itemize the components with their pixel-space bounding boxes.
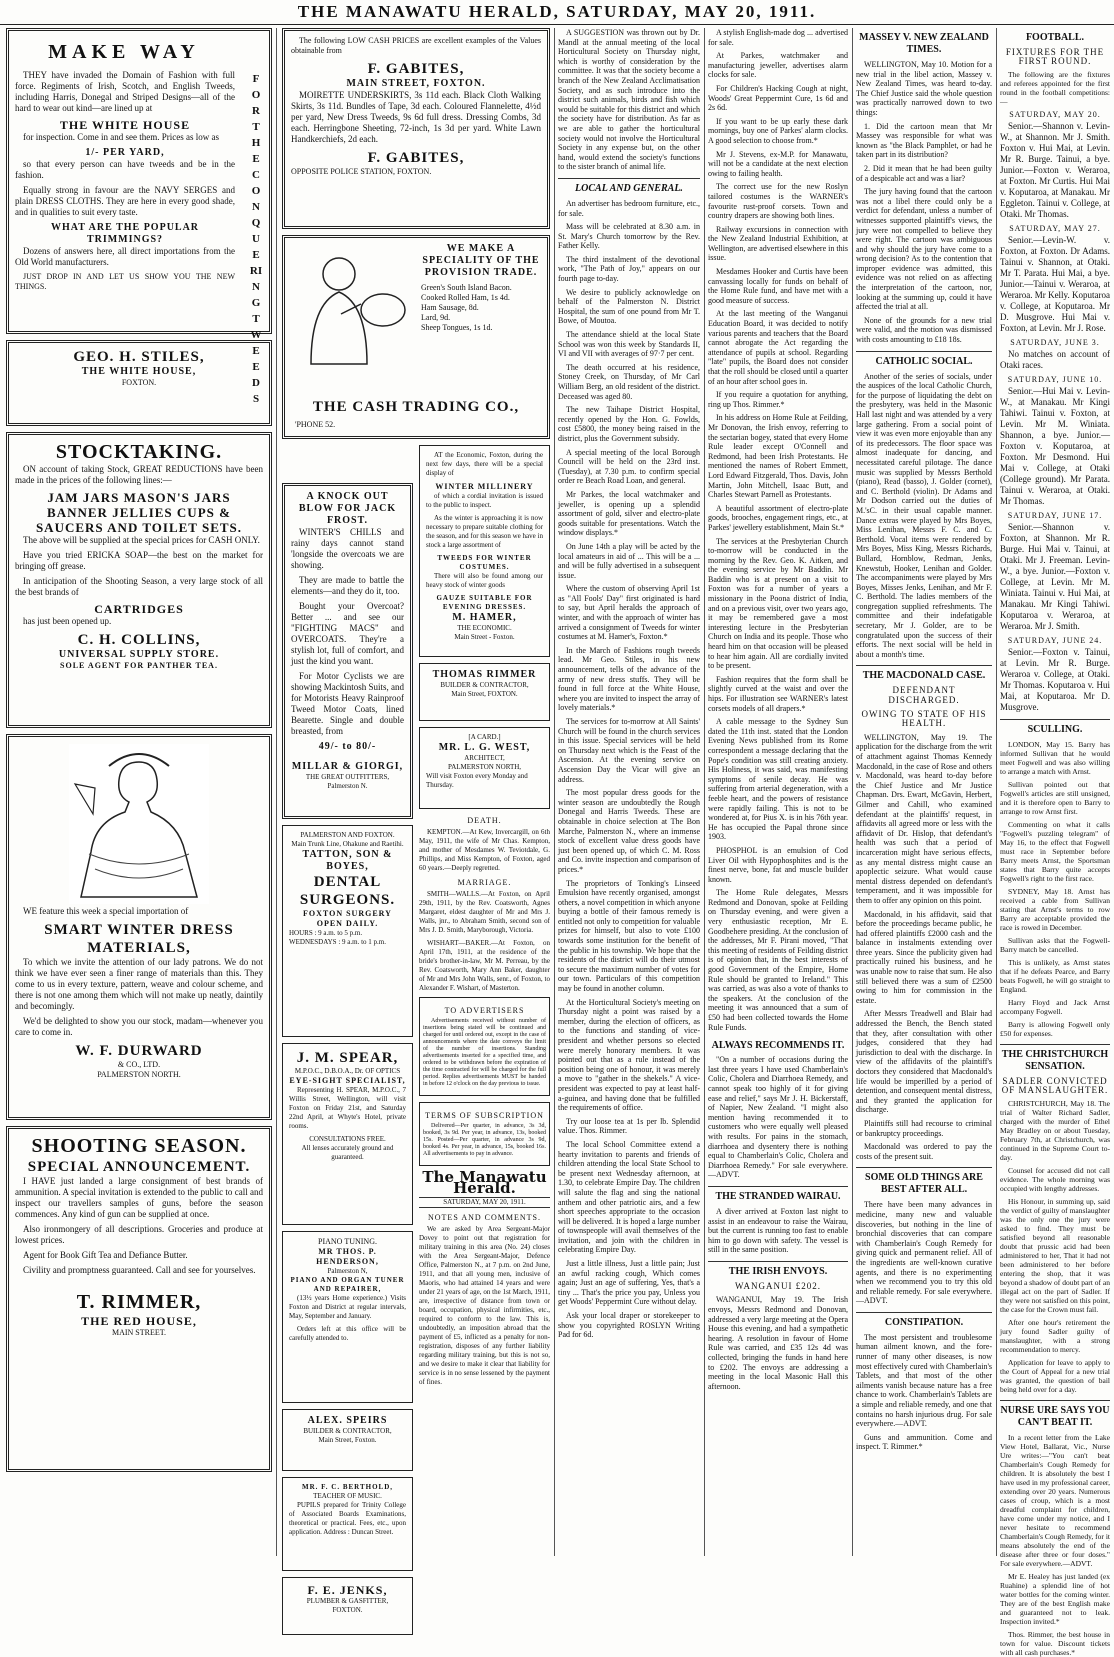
fixture-date: SATURDAY, JUNE 3. [1010, 338, 1100, 347]
fixture-text: Senior.—Hui Mai v. Levin-W., at Manakau. Mr Kingi Tahiwi. Tainui v. Foxton, at Levin. Mr M. Winiata. Shannon, a bye. Junior.—Foxton v. Koputaroa, at Foxton. Mr Desmond. Hui Mai v. College, at Otaki (College ground). Mr Parata. Tainui v. Weraroa, at Otaki. Mr Thomas. [1000, 386, 1110, 506]
article-paragraph: Ask your local draper or storekeeper to show you copyrighted ROSLYN Writing Pad for 6d. [558, 1311, 700, 1340]
column-3 [558, 28, 700, 1556]
stock-items: JAM JARS MASON'S JARS BANNER JELLIES CUPS & SAUCERS AND TOILET SETS. [35, 490, 243, 535]
consultation: CONSULTATIONS FREE. [309, 1135, 386, 1143]
ad-text: WE feature this week a special importation of [23, 906, 189, 916]
article-paragraph: The local School Committee extend a hearty invitation to parents and friends of children attending the local State School to be present next Wednesday afternoon, at 1.30, to celebrate Empire Day. The children will salute the flag and sing the national anthem and other patriotic airs, and a few short speeches appropriate to the occasion will be delivered. It is hoped a large number of townspeople will avail themselves of the invitation, and join with the children in celebrating Empire Day. [558, 1139, 700, 1255]
hours: WEDNESDAYS : 9 a.m. to 1 p.m. [289, 938, 386, 946]
ad-text: The above will be supplied at the special prices for CASH ONLY. [23, 535, 260, 545]
ad-text: so that every person can have tweeds and be in the fashion. [15, 159, 235, 180]
cartridges: CARTRIDGES [94, 602, 184, 616]
ad-jack-frost [282, 483, 413, 819]
subcolumn-right [419, 445, 550, 1641]
store-name: UNIVERSAL SUPPLY STORE. [58, 649, 220, 660]
article-paragraph: The attendance shield at the local State School was won this week by Standards II, VI and VII with averages of 97·7 per cent. [558, 330, 700, 359]
article-paragraph: Sullivan pointed out that Fogwell's articles are still unsigned, and it is therefore open to Barry to arrange to row Arnst first. [1000, 780, 1110, 816]
column-6 [1000, 28, 1110, 1657]
section-heading: CONSTIPATION. [856, 1312, 992, 1329]
section-heading: TO ADVERTISERS [444, 1006, 525, 1015]
article-paragraph: A diver arrived at Foxton last night to assist in an endeavour to raise the Wairau, but the current is running too fast to enable him to go down with safety. The vessel is still in the same position. [708, 1206, 848, 1255]
town: Palmerston N. [327, 782, 368, 790]
advertiser-name: MR. L. G. WEST, [438, 742, 531, 753]
section-heading: TERMS OF SUBSCRIPTION [425, 1111, 544, 1120]
advertiser-name: THE CASH TRADING CO., [312, 399, 520, 415]
shop-name: THE WHITE HOUSE [59, 118, 191, 132]
article-paragraph: Mr E. Healey has just landed (ex Ruahine) a splendid line of hot water bottles for the coming winter. They are of the best English make and guaranteed not to leak. Inspection invited.* [1000, 1572, 1110, 1626]
masthead: THE MANAWATU HERALD, SATURDAY, MAY 20, 1911. [0, 0, 1114, 25]
company: & CO., LTD. [117, 1060, 161, 1069]
article-paragraph: In the March of Fashions rough tweeds lead. Mr Geo. Stiles, in his new announcement, tells of the advance of the army of new dress stuffs. They will be found in full force at the White House, where you are invited to inspect the array of lovely materials.* [558, 645, 700, 713]
column-5 [856, 28, 992, 1556]
street: MAIN STREET. [111, 1328, 167, 1337]
advertisers-notice [419, 997, 550, 1096]
article-paragraph: A cable message to the Sydney Sun dated the 11th inst. stated that the London Evening News published from its Rome correspondent a message declaring that the Pope's condition was still creating anxiety. His Holiness, it was said, was manifesting symptoms of senile decay. He was suffering from arterial degeneration, with a feeble heart, and the powers of resistance were rapidly failing. This is not to be wondered at, for Pius X. is in his 76th year. He has occupied the Papal throne since 1903. [708, 717, 848, 842]
section-subheading: FIXTURES FOR THE FIRST ROUND. [1005, 47, 1105, 66]
trade: BUILDER & CONTRACTOR, [303, 1427, 392, 1435]
list-item: Cooked Rolled Ham, 1s 4d. [421, 293, 510, 302]
ad-text: Have you tried ERICKA SOAP—the best on the market for bringing off grease. [15, 550, 263, 571]
section-heading: THE STRANDED WAIRAU. [708, 1186, 848, 1203]
tweeds-line: TWEEDS FOR WINTER COSTUMES. [437, 554, 532, 571]
ad-text: has just been opened up. [23, 616, 112, 626]
fixture-date: SATURDAY, JUNE 24. [1007, 636, 1103, 645]
advertiser-name: T. RIMMER, [76, 1291, 202, 1313]
fixture-date: SATURDAY, MAY 20. [1009, 110, 1101, 119]
ad-text: We'd be delighted to show you our stock, madam—whenever you care to come in. [15, 1016, 263, 1037]
qualifications: M.P.O.C., D.B.O.A., Dr. OF OPTICS [294, 1067, 401, 1075]
article-paragraph: Sullivan asks that the Fogwell-Barry match be cancelled. [1000, 936, 1110, 954]
ad-text: of which a cordial invitation is issued to the public to inspect. [426, 492, 543, 509]
ad-stiles [6, 340, 272, 426]
ad-text: There will also be found among our heavy stock of winter goods [426, 572, 543, 589]
list-item: Sheep Tongues, 1s 1d. [421, 323, 493, 332]
fixture-date: SATURDAY, JUNE 10. [1007, 375, 1103, 384]
ad-subtitle: SPECIAL ANNOUNCEMENT. [27, 1159, 251, 1175]
section-heading: NOTES AND COMMENTS. [427, 1213, 541, 1222]
shop-name: THE ECONOMIC. [457, 624, 512, 632]
section-heading: DEATH. [467, 816, 502, 825]
card-label: [A CARD.] [468, 733, 501, 741]
ad-thomas-rimmer [419, 663, 550, 721]
advertiser-name: MILLAR & GIORGI, [291, 761, 404, 772]
article-paragraph: Railway excursions in connection with the New Zealand Industrial Exhibition, at Wellington, are advertised elsewhere in this issue. [708, 224, 848, 263]
address: Main Street, Foxton. [318, 1436, 377, 1444]
notice-text: KEMPTON.—At Kew, Invercargill, on 6th May, 1911, the wife of Mr Chas. Kempton, and mother of Mesdames W. Teviotdale, G. Phillips, and Miss Kempton, of Foxton, aged 60 years.—Deeply regretted. [419, 828, 550, 872]
shop-name: THE WHITE HOUSE, [81, 366, 197, 377]
article-paragraph: Macdonald was ordered to pay the costs of the present suit. [856, 1142, 992, 1161]
article-paragraph: The services for to-morrow at All Saints' Church will be found in the church services in this issue. Special services will be held on Thursday next which is the Feast of the Ascension. At the evening service on Ascension Day the Vicar will give an address. [558, 717, 700, 784]
open-line: FOXTON SURGERY OPEN DAILY. [303, 909, 392, 928]
section-heading: MASSEY V. NEW ZEALAND TIMES. [859, 32, 989, 55]
notice-text: Delivered—Per quarter, in advance, 3s 3d, booked, 3s 9d. Per year, in advance, 13s, booked 15s. Posted—Per quarter, in advance 3s 9d, booked 4s. Per year, in advance, 15s, booked 16s. All advertisements to pay in advance. [423, 1123, 546, 1157]
article-paragraph: Counsel for accused did not call evidence. The whole morning was occupied with lengthy addresses. [1000, 1166, 1110, 1193]
article-paragraph: A beautiful assortment of electro-plate goods, brooches, engagement rings, etc., at Parkes' jewellery establishment, Main St.* [708, 503, 848, 532]
section-heading: THE MACDONALD CASE. [856, 665, 992, 682]
ad-text: ON account of taking Stock, GREAT REDUCTIONS have been made in the prices of the following lines:— [15, 464, 263, 485]
ad-west [419, 727, 550, 809]
advertiser-name: MR. F. C. BERTHOLD, [301, 1483, 394, 1491]
ad-dental [282, 825, 413, 1037]
ad-jenks [282, 1577, 413, 1635]
article-paragraph: WELLINGTON, May 19. The application for the discharge from the writ of attachment against Thomas Kennedy Macdonald, in the case of Rose and others v. Macdonald, was heard to-day before the Chief Justice and Mr Justice Chapman. Drs. Ewart, McGavin, Herbert, Gilmer and Cahill, who examined defendant at the plaintiffs' request, in affidavits all agreed more or less with the affidavit of Dr. Hislop, that defendant's health was such that a period of incarceration might have serious effects, as any mental distress might cause an apoplectic seizure. What would cause mental distress depended on defendant's temperament, and it was impossible for them to offer any opinion on this point. [856, 732, 992, 905]
column-1 [6, 28, 272, 1556]
ad-title: STOCKTAKING. [55, 441, 223, 463]
section-subheading: OWING TO STATE OF HIS HEALTH. [861, 708, 987, 729]
ad-text: Will visit Foxton every Monday and Thursday. [426, 772, 528, 789]
trade: ARCHITECT, [464, 754, 505, 762]
ad-text: Representing H. SPEAR, M.P.O.C., 7 Willis Street, Wellington, will visit Foxton on Friday 21st, and Saturday 22nd April, at Whyte's Hotel, private rooms. [289, 1086, 406, 1130]
article-paragraph: WANGANUI, May 19. The Irish envoys, Messrs Redmond and Donovan, addressed a very large meeting at the Opera House this evening, and had a sympathetic hearing. A resolution in favour of Home Rule was carried, and £35 12s 4d was collected, bringing the funds in hand here to £202. The envoys are addressing a meeting in the local Masonic Hall this afternoon. [708, 1295, 849, 1391]
ad-text: WINTER'S CHILLS and rainy days cannot stand 'longside the overcoats we are showing. [291, 527, 404, 570]
ad-text: The following LOW CASH PRICES are excellent examples of the Values obtainable from [291, 36, 541, 55]
notice-text: WISHART—BAKER.—At Foxton, on April 17th, 1911, at the residence of the bride's brother-in-law, Mr M. Perreau, by the Rev. Coatsworth, Mary Ann Baker, daughter of Mr and Mrs John Walls, senr., of Foxton, to Alexander F. Wishart, of Masterton. [419, 939, 550, 992]
article-paragraph: After one hour's retirement the jury found Sadler guilty of manslaughter, with a strong recommendation to mercy. [1000, 1318, 1110, 1354]
ad-text: Also ironmongery of all descriptions. Groceries and produce at lowest prices. [15, 1224, 263, 1245]
item-list [421, 283, 541, 333]
article-paragraph: The following are the fixtures and referees appointed for the first round in the football competitions:— [1000, 70, 1110, 106]
town: PALMERSTON NORTH. [97, 1070, 181, 1079]
section-heading: MARRIAGE. [457, 878, 512, 887]
ad-text: JUST DROP IN AND LET US SHOW YOU THE NEW THINGS. [15, 272, 235, 291]
article-paragraph: This is unlikely, as Arnst states that if he defeats Pearce, and Barry beats Fogwell, he will go straight to England. [1000, 958, 1110, 994]
ad-title: WINTER MILLINERY [435, 482, 534, 491]
vertical-slogan: FOR THE CONQUERING TWEEDS [249, 73, 263, 405]
section-heading: SCULLING. [1000, 719, 1110, 736]
article-paragraph: There have been many advances in medicine, many new and valuable discoveries, but nothing in the line of bronchial discoveries that can compare with Chamberlain's Cough Remedy for giving quick and permanent relief. All of the ingredients are well-known curative agents, and there is no experimenting when we recommend you to try this old and reliable remedy. For sale everywhere.—ADVT. [856, 1200, 992, 1306]
notice-text: Advertisements received without number of insertions being stated will be continued and charged for until ordered out, except in the case of announcements where the date conveys the limit of the number of insertions. Standing advertisements inserted for a specified time, and ordered to be withdrawn before the expiration of the time contracted for will be charged for the full period. Replies advertisements MUST be handed in before 12 o'clock on the day previous to issue. [423, 1018, 546, 1087]
ad-speirs [282, 1409, 413, 1471]
ad-text: I HAVE just landed a large consignment of best brands of ammunition. A special invitation is extended to the public to call and inspect our travellers samples of guns, before the season commences. Any kind of gun can be supplied at once. [15, 1176, 263, 1219]
ad-title: MAKE WAY [48, 41, 200, 63]
ad-text: They are made to battle the elements—and they do it, too. [291, 575, 404, 596]
address: Main Street, FOXTON. [451, 690, 518, 698]
article-paragraph: An advertiser has bedroom furniture, etc., for sale. [558, 198, 700, 218]
article-paragraph: The proprietors of Tonking's Linseed Emulsion have recently organised, amongst others, a novel competition in which anyone buying a bottle of their famous remedy is entitled not only to competition for valuable prizes for himself, but also to vote £100 towards some institution for the benefit of the public in his township. We hope that the residents of the district will do their utmost to secure the maximum number of votes for our town. Particulars of this competition may be found in another column. [558, 878, 700, 994]
ad-text: To which we invite the attention of our lady patrons. We do not think we have ever seen a finer range of materials than this. They come to us in every texture, pattern, weave and colour scheme, and there is not one among them which will not make up neatly, daintily and becomingly. [15, 957, 263, 1011]
article-paragraph: 2. Did it mean that he had been guilty of a despicable act and was a liar? [856, 163, 992, 183]
fixture-text: No matches on account of Otaki races. [1000, 349, 1110, 370]
article-paragraph: Just a little illness, Just a little pain; Just an awful racking cough, Which comes again; Just an age of suffering, Yes, that's a tiny ... That's the price you pay, Unless you get Woods' Peppermint Cure without delay. [558, 1259, 700, 1307]
ad-title: EYE-SIGHT SPECIALIST, [289, 1076, 406, 1085]
article-paragraph: We desire to publicly acknowledge on behalf of the Palmerston N. District Hospital, the sum of one pound from Mr T. Bowe, of Moutoa. [558, 287, 700, 326]
article-paragraph: None of the grounds for a new trial were valid, and the motion was dismissed with costs amounting to £18 18s. [856, 315, 992, 345]
article-paragraph: A special meeting of the local Borough Council will be held on the 23rd inst. (Tuesday), at 7.30 p.m. to confirm special order re Beach Road Loan, and general. [558, 447, 700, 486]
address: MAIN STREET, FOXTON. [346, 78, 486, 89]
phone: 'PHONE 52. [295, 420, 336, 429]
section-heading: LOCAL AND GENERAL. [558, 178, 700, 195]
ad-text: As the winter is approaching it is now necessary to prepare suitable clothing for the season, and for this season we have in stock a large assortment of [426, 514, 543, 549]
ad-text: In anticipation of the Shooting Season, a very large stock of all the best brands of [15, 576, 263, 597]
fixture-text: Senior.—Shannon v. Foxton, at Shannon. Mr R. Burge. Hui Mai v. Tainui, at Otaki. Mr J. Freeman. Levin-W., a bye. Junior.—Foxton v. College, at Levin. Mr M. Winiata. Tainui v. Hui Mai, at Manakau. Mr Kingi Tahiwi. Koputaroa v. Weraroa, at Weraroa. Mr J. Smith. [1000, 522, 1110, 631]
address: Main Street - Foxton. [454, 633, 515, 641]
article-paragraph: Application for leave to apply to the Court of Appeal for a new trial was granted, the question of bail being held over for a day. [1000, 1358, 1110, 1394]
section-heading: THE CHRISTCHURCH SENSATION. [1000, 1044, 1110, 1073]
article-paragraph: His Honour, in summing up, said the verdict of guilty of manslaughter was the only one the jury were asked to find. They must be satisfied beyond all reasonable doubt that prussic acid had been administered to her, That it had not been administered to her before entering the shop, that it was beyond a shadow of doubt part of an illegal act on the part of Sadler. If they were not satisfied on this point, the case for the Crown must fail. [1000, 1197, 1110, 1314]
article-paragraph: A SUGGESTION was thrown out by Dr. Mandl at the annual meeting of the local Horticultural Society on Thursday night, which is worthy of consideration by the committee. It was that the society become a branch of the New Zealand Acclimatisation Society, and as such introduce into the district such animals, birds and fish which would be suitable for this district and which the society have for distribution. As far as we are able to gather the horticultural society would not involve the Horticultural Society in any expense but, on the other hand, would extend the society's functions to the sister branch of animal life. [558, 28, 700, 172]
column-rule [276, 28, 277, 1556]
article-paragraph: WELLINGTON, May 10. Motion for a new trial in the libel action, Massey v. New Zealand Times, was heard to-day. The Chief Justice said the whole question was practically narrowed down to two things: [856, 60, 992, 117]
article-paragraph: In a recent letter from the Lake View Hotel, Ballarat, Vic., Nurse Ure writes:—"You can't beat Chamberlain's Cough Remedy for children. It is absolutely the best I have used in my professional career, extending over 20 years. Numerous cases of croup, which is a most dreadful complaint for children, have come under my notice, and I never hesitate to recommend Chamberlain's Cough Remedy, for it means absolutely the end of the disease after three or four doses." For sale everywhere.—ADVT. [1000, 1433, 1110, 1568]
article-paragraph: For Children's Hacking Cough at night, Woods' Great Peppermint Cure, 1s 6d and 2s 6d. [708, 83, 848, 113]
ad-text: Equally strong in favour are the NAVY SERGES and plain DRESS CLOTHS. They are here in every good shade, and in qualities to suit every taste. [15, 185, 235, 217]
agent-line: SOLE AGENT FOR PANTHER TEA. [60, 661, 218, 670]
article-paragraph: Fashion requires that the form shall be slightly curved at the waist and over the hips. For illustration see WARNER's latest corsets models of all drapers.* [708, 674, 848, 713]
advertiser-name: W. F. DURWARD [75, 1043, 203, 1059]
article-paragraph: If you require a quotation for anything, ring up Thos. Rimmer.* [708, 390, 848, 409]
article-paragraph: After Messrs Treadwell and Blair had addressed the Bench, the Bench stated that they, after consultation with other judges, considered that they had jurisdiction to deal with the discharge. In view of the affidavits of the plaintiff's doctors they considered that Macdonald's life would be imperilled by a period of detention, and consequent mental distress, and they granted the application for discharge. [856, 1009, 992, 1115]
section-heading: THE IRISH ENVOYS. [708, 1261, 848, 1278]
ad-cash-trading [282, 235, 550, 439]
ad-text: MOIRETTE UNDERSKIRTS, 3s 11d each. Black Cloth Walking Skirts, 3s 11d. Bundles of Tape, 3d each. Coloured Flannelette, 4½d per yard, New Dress Tweeds, 9s 6d full dress. Dressing Combs, 3d each. Herringbone Sheeting, 72-inch, 1s 3d per yard. White Lawn Handkerchiefs, 2d each. [291, 90, 541, 144]
town: PALMERSTON NORTH, [447, 763, 522, 771]
section-heading: FOOTBALL. [1025, 32, 1085, 43]
fixture-text: Senior.—Shannon v. Levin-W., at Shannon. Mr J. Smith. Foxton v. Hui Mai, at Levin. Mr R. Burge. Tainui, a bye. Junior.—Foxton v. Weraroa, at Foxton. Mr Curtis. Hui Mai v. Koputaroa, at Manakau. Mr Eggleton. Tainui v. College, at Otaki. Mr Thomas. [1000, 121, 1110, 219]
article-paragraph: Guns and ammunition. Come and inspect. T. Rimmer.* [856, 1432, 992, 1452]
article-paragraph: CHRISTCHURCH, May 18. The trial of Walter Richard Sadler, charged with the murder of Ethel May Bradley on or about Tuesday, February 7th, at Christchurch, was continued in the Supreme Court to-day. [1000, 1099, 1110, 1162]
paper-date: SATURDAY, MAY 20, 1911. [419, 1197, 550, 1208]
advertiser-name: MR THOS. P. HENDERSON, [316, 1247, 379, 1266]
section-subheading: DEFENDANT DISCHARGED. [888, 685, 960, 706]
column-rule [704, 28, 705, 1556]
advertiser-name: F. GABITES, [367, 150, 465, 166]
article-paragraph: At Parkes, watchmaker and manufacturing jeweller, advertises alarm clocks for sale. [708, 51, 848, 80]
trade: BUILDER & CONTRACTOR, [440, 681, 529, 689]
ad-shooting-season [6, 1126, 272, 1472]
article-paragraph: If you want to be up early these dark mornings, buy one of Parkes' alarm clocks. A good selection to choose from.* [708, 116, 848, 145]
list-item: Green's South Island Bacon. [421, 283, 512, 292]
ad-text: AT the Economic, Foxton, during the next few days, there will be a special display of [426, 451, 543, 477]
article-paragraph: PHOSPHOL is an emulsion of Cod Liver Oil with Hypophosphites and is the finest nerve, bone, fat and muscle builder known. [708, 845, 848, 884]
section-heading: SOME OLD THINGS ARE BEST AFTER ALL. [856, 1167, 992, 1196]
article-paragraph: Thos. Rimmer, the best house in town for value. Discount tickets with all cash purchases.* [1000, 1630, 1110, 1657]
editorial-text: We are asked by Area Sergeant-Major Dovey to point out that registration for military training in this area (No. 24) closes with the Area Sergeant-Major, Defence Office, Palmerston N., at 7 p.m. on 2nd June, 1911, and that all young men, inclusive of Maoris, who had attained 14 years and were under 21 years of age, on the 1st March, 1911, are, irrespective of distance from town or board, occupation, physical infirmities, etc., required to conform to the law. This is, undoubtedly, an imposition abroad that the payment of £5, inflicted as a penalty for non-registration, disposes of any further liability regarding military training, but this is not so, and we desire to make it clear that liability for service is in no sense lessened by the payment of fines. [419, 1225, 550, 1386]
ad-title: SHOOTING SEASON. [31, 1135, 247, 1157]
article-paragraph: The most popular dress goods for the winter season are undoubtedly the Rough Donegal and Harris Tweeds. These are obtainable in choice selection at The Bon Marche, Palmerston N., where an immense stock of excellent value dress goods have just been opened up, of which C. M. Ross and Co. invite inspection and comparison of prices.* [558, 788, 700, 874]
ad-text: (13½ years Home experience.) Visits Foxton and District at regular intervals, May, September and January. [289, 1294, 406, 1320]
subcolumn-left [282, 445, 413, 1641]
section-heading: NURSE URE SAYS YOU CAN'T BEAT IT. [1000, 1400, 1110, 1429]
article-paragraph: Plaintiffs still had recourse to criminal or bankruptcy proceedings. [856, 1118, 992, 1138]
section-subheading: WANGANUI £202. [735, 1280, 821, 1291]
ad-lead: PALMERSTON AND FOXTON. [300, 831, 395, 839]
ad-text: Orders left at this office will be carefully attended to. [289, 1325, 406, 1342]
list-item: Ham Sausage, 8d. [421, 303, 479, 312]
ad-text: For Motor Cyclists we are showing Mackintosh Suits, and for Motorists Heavy Rainproof Tweed Motor Coats, lined Bearette. Single and double breasted, from [291, 671, 405, 736]
section-heading: CATHOLIC SOCIAL. [856, 351, 992, 368]
article-paragraph: Try our loose tea at 1s per lb. Splendid value. Thos. Rimmer. [558, 1116, 700, 1136]
article-paragraph: At the Horticultural Society's meeting on Thursday night a point was raised by a member, during the election of officers, as to the functions and standing of vice-president and whether persons so elected were merely honorary members. It was pointed out that as a rule instead of the position being one of honour, it was merely a move to "gather in the shekels." A vice-president was expected to pay at least half-a-guinea, and having done that be fulfilled the requirements of office. [558, 997, 700, 1113]
ad-durward [6, 734, 272, 1120]
ad-text: Agent for Book Gift Tea and Defiance Butter. [23, 1250, 188, 1260]
subscription-terms [419, 1102, 550, 1166]
article-paragraph: The services at the Presbyterian Church to-morrow will be conducted in the morning by the Rev. Geo. K. Aitken, and the evening service by Mr Baddin. Mr Baddin who is at present on a visit to Foxton was for a number of years a missionary in the Poona district of India, and on a previous visit, over two years ago, it may be remembered gave a most interesting lecture in the Presbyterian Church on India and its people. Those who heard him on that occasion will be pleased to hear him again. All are cordially invited to be present. [708, 536, 848, 671]
article-paragraph: The jury having found that the cartoon was not a libel there could only be a verdict for defendant, unless a number of witnesses supported plaintiff's views, the jury were not compelled to believe they were right. The cartoon was ambiguous and why should the jury have come to a wrong decision? As to the contention that improper evidence was admitted, this evidence was not relied on as affecting the interpretation of the cartoon, nor, looking at the summing up, could it have affected the trial at all. [856, 187, 992, 312]
article-paragraph: Where the custom of observing April 1st as "All Fools' Day" first originated is hard to say, but April heralds the approach of winter, and with the approach of winter has arrived a consignment of Tweeds for winter costumes at M. Hamer's, Foxton.* [558, 584, 700, 642]
town: FOXTON. [121, 378, 157, 387]
ad-lead: Main Trunk Line, Ohakune and Raetihi. [291, 840, 404, 848]
advertiser-name: ALEX. SPEIRS [307, 1415, 388, 1426]
fixture-date: SATURDAY, MAY 27. [1009, 224, 1101, 233]
article-paragraph: A stylish English-made dog ... advertised for sale. [708, 28, 848, 47]
article-paragraph: Macdonald, in his affidavit, said that before the proceedings became public, he had offered plaintiffs £2000 cash and the balance in instalments extending over three years. Since the publicity given had practically ruined his business, and he was unable now to raise that sum. He also still believed there was a sum of £2500 owing to him for commission in the estate. [856, 909, 992, 1005]
question: WHAT ARE THE POPULAR TRIMMINGS? [50, 222, 200, 245]
price: 49/- to 80/- [318, 741, 377, 752]
lady-illustration-icon [69, 744, 209, 904]
advertiser-name: C. H. COLLINS, [77, 632, 201, 648]
article-paragraph: Commenting on what it calls "Fogwell's puzzling telegram" of May 16, to the effect that Fogwell must race in September before Barry meets Arnst, the Sportsman states that Barry quite accepts Fogwell's right to the first race. [1000, 820, 1110, 883]
ad-gabites [282, 28, 550, 229]
article-paragraph: Mr Parkes, the local watchmaker and jeweller, is opening up a splendid assortment of gold, silver and electro-plate goods suitable for presentations. Watch the window displays.* [558, 489, 700, 538]
ad-text: PUPILS prepared for Trinity College of Associated Boards Examinations, theoretical or practical. Fees, etc., upon application. Address : Duncan Street. [289, 1501, 406, 1536]
ad-title: PIANO AND ORGAN TUNER AND REPAIRER, [290, 1276, 405, 1293]
section-heading: ALWAYS RECOMMENDS IT. [711, 1040, 845, 1052]
ad-spear [282, 1043, 413, 1225]
article-paragraph: LONDON, May 15. Barry has informed Sullivan that he would meet Fogwell and was also willing to arrange a match with Arnst. [1000, 740, 1110, 776]
advertiser-name: F. GABITES, [367, 61, 465, 77]
advertiser-name: TATTON, SON & BOYES, [302, 849, 393, 872]
notice-text: SMITH—WALLS.—At Foxton, on April 29th, 1911, by the Rev. Coatsworth, Agnes Margaret, eldest daughter of Mr and Mrs J. Walls, jnr., to Abraham Smith, second son of Mrs J. D. Smith, Maryborough, Victoria. [419, 890, 550, 934]
ad-title: DENTAL SURGEONS. [299, 874, 396, 908]
ad-text: THEY have invaded the Domain of Fashion with full force. Regiments of Irish, Scotch, and English Tweeds, including Harris, Donegal and Striped Designs—all of the hard to wear out kind—are lined up at [15, 70, 235, 113]
article-paragraph: Harry Floyd and Jack Arnst accompany Fogwell. [1000, 998, 1110, 1016]
town: Palmerston N, [327, 1267, 368, 1275]
article-paragraph: Mass will be celebrated at 8.30 a.m. in St. Mary's Church tomorrow by the Rev. Father Kelly. [558, 222, 700, 251]
article-paragraph: The death occurred at his residence, Stoney Creek, on Thursday, of Mr Carl William Berg, an old resident of the district. Deceased was aged 80. [558, 362, 700, 401]
paper-title: The Manawatu Herald. [422, 1168, 547, 1197]
section-subheading: SADLER CONVICTED OF MANSLAUGHTER. [1001, 1076, 1109, 1095]
fixture-date: SATURDAY, JUNE 17. [1007, 511, 1103, 520]
fixture-text: Senior.—Levin-W. v. Foxton, at Foxton. Dr Adams. Tainui v. Shannon, at Otaki. Mr T. Parata. Hui Mai, a bye. Junior.—Tainui v. Weraroa, at Weraroa. Mr Kelly. Koputaroa v. College, at Koputaroa. Mr D. Musgrove. Hui Mai v. Foxton, at Levin. Mr J. Rose. [1000, 235, 1110, 333]
article-paragraph: 1. Did the cartoon mean that Mr Massey was responsible for what was known as "the Black Pamphlet, or had he taken part in its distribution? [856, 121, 992, 160]
article-paragraph: At the last meeting of the Wanganui Education Board, it was decided to notify various parents and teachers that the Board cannot abrogate the Act regarding the attendance of pupils at school. Regarding "late" pupils, the Board does not consider that the roll should be closed until a quarter of an hour after school goes in. [708, 309, 848, 386]
article-paragraph: Mr J. Stevens, ex-M.P. for Manawatu, will not be a candidate at the next election owing to failing health. [708, 149, 848, 178]
ad-text: Civility and promptness guaranteed. Call and see for yourselves. [23, 1265, 256, 1275]
article-paragraph: The correct use for the new Roslyn tailored costumes is the WARNER's favourite rust-proof corsets. Town and country drapers are showing both lines. [708, 182, 848, 221]
gauze-line: GAUZE SUITABLE FOR EVENING DRESSES. [436, 594, 533, 611]
ad-title: SMART WINTER DRESS MATERIALS, [44, 922, 234, 956]
advertiser-name: J. M. SPEAR, [296, 1050, 399, 1066]
grocer-illustration-icon [291, 244, 411, 372]
column-rule [996, 28, 997, 1556]
advertiser-name: M. HAMER, [452, 612, 517, 623]
article-paragraph: The new Taihape District Hospital, recently opened by the Hon. G. Fowlds, cost £5800, the money being raised in the district, plus the Government subsidy. [558, 405, 700, 443]
split-row [282, 445, 550, 1641]
ad-stocktaking [6, 432, 272, 728]
article-paragraph: The Home Rule delegates, Messrs Redmond and Donovan, spoke at Feilding on Thursday evening, and were given a very enthusiastic reception, Mr E. Goodbehere presiding. At the conclusion of the addresses, Mr F. Pirani moved, "That this meeting of residents of Feilding district is of opinion that, in the best interests of good Government of the Empire, Home Rule should be granted to Ireland." This was carried, as was also a vote of thanks to the speakers. At the conclusion of the meeting it was announced that a sum of £50 had been collected towards the Home Rule Funds. [708, 888, 848, 1032]
price: 1/- PER YARD, [85, 147, 165, 158]
article-paragraph: SYDNEY, May 18. Arnst has received a cable from Sullivan stating that Arnst's terms to row Barry are acceptable provided the race is rowed in December. [1000, 887, 1110, 932]
article-paragraph: The most persistent and troublesome human ailment known, and the fore-runner of many other diseases, is now most effectively cured with Chamberlain's Tablets, and that most of the other ailments vanish because nature has a free chance to work. Chamberlain's Tablets are a simple and reliable remedy, and one that contains no harsh injurious drug. For sale everywhere.—ADVT. [856, 1332, 992, 1429]
ad-text: Bought your Overcoat? Better ... and see our "FIGHTING MACS" and OVERCOATS. They're a stylish lot, full of comfort, and just the kind you want. [291, 601, 404, 666]
trade: PLUMBER & GASFITTER, [306, 1597, 389, 1605]
column-rule [852, 28, 853, 1556]
hours: HOURS : 9 a.m. to 5 p.m. [289, 929, 363, 937]
ad-body [421, 243, 541, 333]
advertiser-name: THOMAS RIMMER [432, 669, 537, 680]
article-paragraph: "On a number of occasions during the last three years I have used Chamberlain's Colic, Cholera and Diarrhoea Remedy, and cannot speak too highly of it for giving ease and relief," says Mr J. H. Bickerstaff, of Napier, New Zealand. "I might also mention having recommended it to customers who were equally well pleased with results. For pains in the stomach, diarrhoea and dysentery there is nothing equal to Chamberlain's Colic, Cholera and Diarrhoea Remedy." For sale everywhere.—ADVT. [708, 1055, 848, 1180]
lenses: All lenses accurately ground and guaranteed. [301, 1144, 394, 1161]
advertiser-name: F. E. JENKS, [307, 1583, 388, 1597]
article-paragraph: On June 14th a play will be acted by the local amateurs in aid of ... This will be a ... and will be fully advertised in a subsequent issue. [558, 541, 700, 580]
ad-millinery [419, 445, 550, 657]
article-paragraph: Barry is allowing Fogwell only £50 for expenses. [1000, 1020, 1110, 1038]
town: FOXTON. [332, 1606, 363, 1614]
article-paragraph: Mesdames Hooker and Curtis have been canvassing locally for funds on behalf of the Home Rule fund, and have met with a good measure of success. [708, 267, 848, 305]
list-item: Lard, 9d. [421, 313, 451, 322]
advertiser-name: GEO. H. STILES, [73, 349, 205, 365]
column-4 [708, 28, 848, 1556]
shop-name: THE RED HOUSE, [81, 1314, 197, 1328]
fixture-text: Senior.—Foxton v. Tainui, at Levin. Mr R. Burge. Weraroa v. College, at Otaki. Mr Thomas. Koputaroa v. Hui Mai, at Koputaroa. Mr D. Musgrove. [1000, 647, 1110, 712]
column-2 [282, 28, 550, 1614]
ad-text: Dozens of answers here, all direct importations from the Old World manufacturers. [15, 246, 235, 267]
article-paragraph: The third instalment of the devotional work, "The Path of Joy," appears on our fourth page to-day. [558, 254, 700, 284]
shop-name: THE GREAT OUTFITTERS, [305, 773, 390, 781]
ad-title: TEACHER OF MUSIC. [313, 1492, 382, 1500]
article-paragraph: Another of the series of socials, under the auspices of the local Catholic Church, for the purpose of liquidating the debt on the presbytery, was held in the Masonic Hall last night and was attended by a very large gathering. From a social point of view it was even more enjoyable than any of its predecessors. The floor space was almost inadequate for dancing, and necessitated careful pilotage. The dance music was supplied by Messrs Berthold (piano), Read (basso), J. Golder (cornet), and C. Berthold (violin). Dr Adams and Mr Dodson carried out the duties of M.'sC. in their usual capable manner. Dance extras were played by Mrs Boyes, Miss Lenihan, Messrs F. C. and C. Berthold. Vocal items were rendered by Mrs Boyes, Miss King, Messrs Richards, Bullard, Hornblow, Redman, Jenks, Knewstub, Hooker, Lenihan and Golder. The accompaniments were played by Mrs Boyes, Misses Jenks, Lenihan, and Mr F. C. Berthold. The ladies members of the congregation supplied refreshments. The committee and their indefatigable secretary, Mr J. Golder, are to be congratulated upon the success of their efforts. The next social will be held in about a month's time. [856, 371, 992, 659]
ad-title: A KNOCK OUT BLOW FOR JACK FROST. [298, 491, 397, 526]
address: OPPOSITE POLICE STATION, FOXTON. [291, 167, 432, 176]
article-paragraph: In his address on Home Rule at Feilding, Mr Donovan, the Irish envoy, referring to the sectarian bogey, stated that every Home Rule leader except O'Connell and Redmond, had been Irish Protestants. He mentioned the names of Robert Emmett, Lord Edward Fitzgerald, Thos. Davis, John Martin, John Mitchell, Isaac Butt, and Charles Stewart Parnell as Protestants. [708, 413, 848, 500]
ad-lead: PIANO TUNING. [318, 1237, 377, 1246]
ad-text: for inspection. Come in and see them. Prices as low as [23, 132, 219, 142]
ad-piano [282, 1231, 413, 1403]
column-rule [554, 28, 555, 1556]
ad-title: WE MAKE A SPECIALITY OF THE PROVISION TRADE. [422, 243, 540, 278]
ad-body [15, 70, 235, 292]
ad-berthold [282, 1477, 413, 1571]
